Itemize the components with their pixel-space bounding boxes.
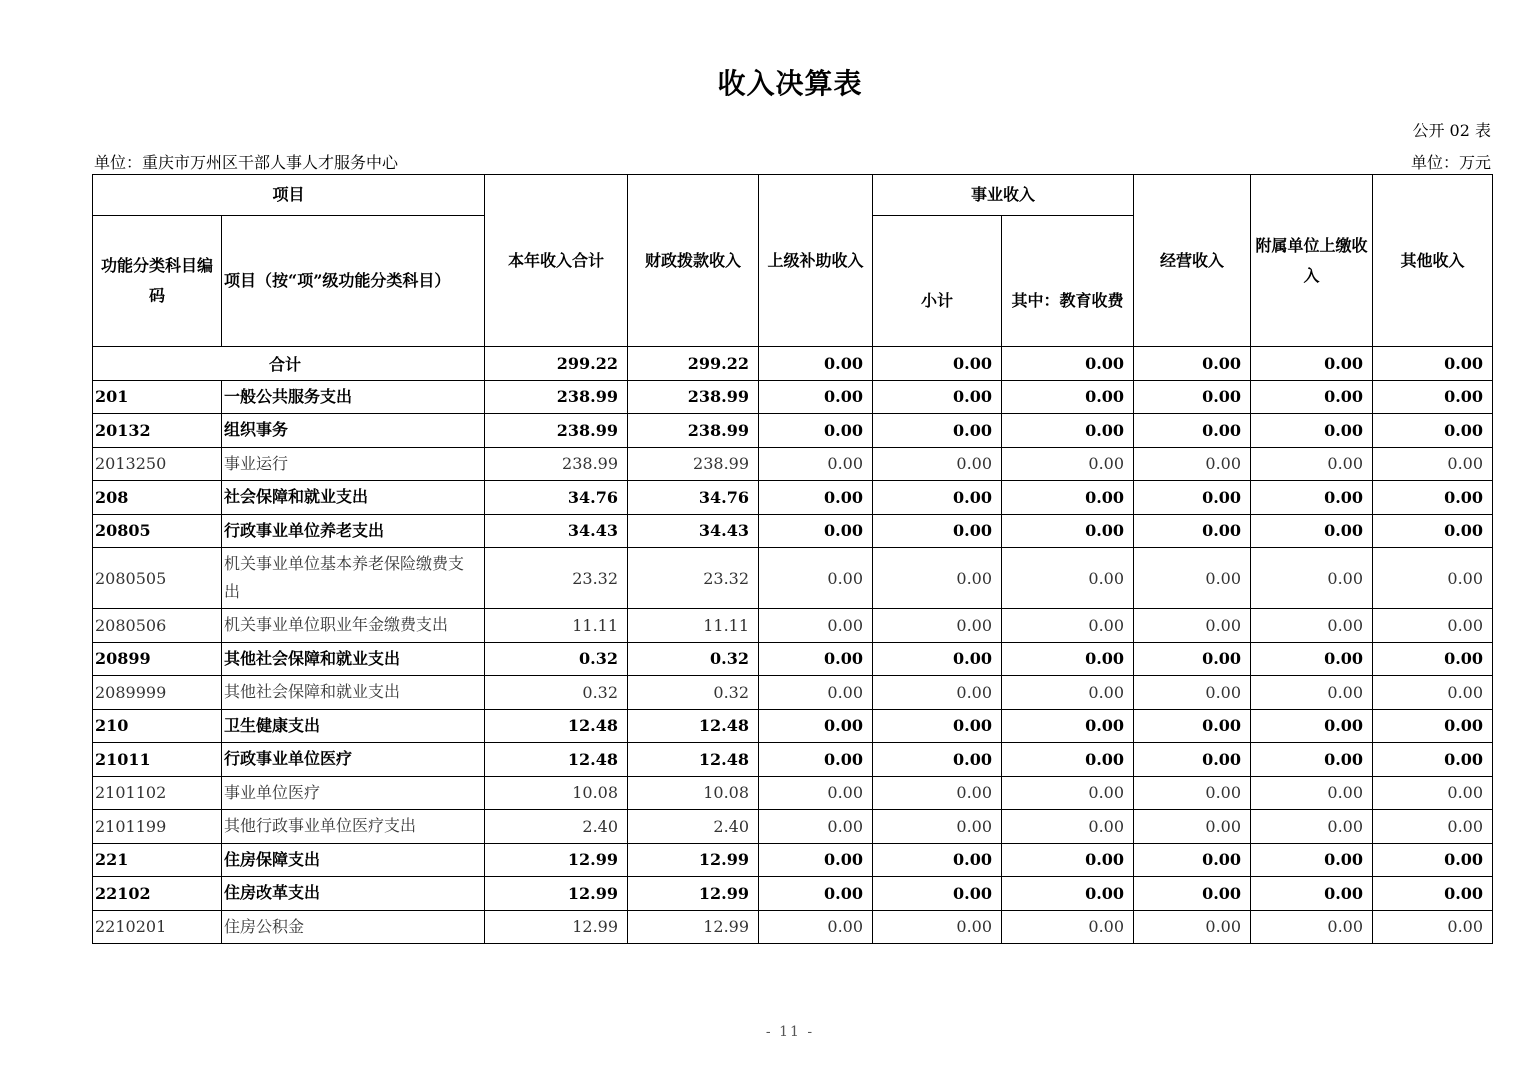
- row-code: 201: [93, 380, 222, 414]
- row-value: 0.32: [485, 642, 628, 676]
- row-name: 事业单位医疗: [222, 776, 485, 810]
- row-value: 11.11: [628, 609, 759, 643]
- row-value: 0.00: [1002, 743, 1134, 777]
- row-value: 0.00: [759, 514, 873, 548]
- row-value: 34.43: [485, 514, 628, 548]
- row-value: 0.00: [1134, 414, 1251, 448]
- row-value: 0.00: [1002, 709, 1134, 743]
- row-value: 0.00: [1373, 709, 1493, 743]
- row-value: 0.32: [628, 642, 759, 676]
- row-code: 2080505: [93, 548, 222, 609]
- row-value: 12.99: [485, 843, 628, 877]
- table-row: [93, 481, 1493, 515]
- total-cell: 299.22: [628, 347, 759, 381]
- header-superior: 上级补助收入: [759, 175, 873, 347]
- row-value: 0.00: [1002, 843, 1134, 877]
- row-value: 23.32: [485, 548, 628, 609]
- row-value: 0.00: [1373, 642, 1493, 676]
- row-name: 机关事业单位基本养老保险缴费支出: [222, 548, 485, 609]
- row-value: 0.00: [759, 609, 873, 643]
- header-subtotal: 小计: [873, 216, 1002, 347]
- row-value: 0.00: [873, 877, 1002, 911]
- row-value: 0.00: [759, 447, 873, 481]
- row-value: 0.00: [1373, 910, 1493, 944]
- income-report-table: [92, 174, 1493, 944]
- table-row: [93, 447, 1493, 481]
- total-cell: 299.22: [485, 347, 628, 381]
- row-value: 12.48: [485, 709, 628, 743]
- row-value: 0.00: [1373, 380, 1493, 414]
- row-code: 221: [93, 843, 222, 877]
- row-value: 0.00: [1373, 447, 1493, 481]
- row-code: 20805: [93, 514, 222, 548]
- row-value: 0.00: [1002, 642, 1134, 676]
- row-value: 0.00: [1134, 709, 1251, 743]
- page-number: - 11 -: [765, 1024, 815, 1040]
- row-value: 0.00: [873, 414, 1002, 448]
- row-value: 0.00: [873, 514, 1002, 548]
- row-value: 0.00: [873, 843, 1002, 877]
- row-name: 社会保障和就业支出: [222, 481, 485, 515]
- row-value: 0.00: [759, 776, 873, 810]
- row-value: 238.99: [628, 380, 759, 414]
- total-row: [93, 347, 1493, 381]
- row-value: 0.00: [1134, 877, 1251, 911]
- row-value: 0.00: [1373, 609, 1493, 643]
- row-value: 0.00: [873, 676, 1002, 710]
- row-value: 12.99: [628, 910, 759, 944]
- page-title: 收入决算表: [717, 67, 863, 100]
- row-value: 12.48: [628, 709, 759, 743]
- row-name: 卫生健康支出: [222, 709, 485, 743]
- row-value: 0.00: [1134, 514, 1251, 548]
- row-value: 0.00: [1373, 514, 1493, 548]
- row-name: 机关事业单位职业年金缴费支出: [222, 609, 485, 643]
- row-value: 0.00: [759, 676, 873, 710]
- row-value: 0.00: [1251, 380, 1373, 414]
- row-value: 0.00: [1373, 481, 1493, 515]
- row-code: 2101199: [93, 810, 222, 844]
- row-value: 0.00: [1373, 843, 1493, 877]
- row-value: 0.00: [1134, 810, 1251, 844]
- row-name: 其他社会保障和就业支出: [222, 676, 485, 710]
- table-row: [93, 743, 1493, 777]
- row-name: 住房改革支出: [222, 877, 485, 911]
- row-code: 20899: [93, 642, 222, 676]
- row-value: 0.00: [759, 481, 873, 515]
- row-code: 20132: [93, 414, 222, 448]
- header-education: 其中：教育收费: [1002, 216, 1134, 347]
- total-cell: 0.00: [1002, 347, 1134, 381]
- row-value: 0.00: [1002, 910, 1134, 944]
- table-row: [93, 514, 1493, 548]
- row-value: 0.00: [1251, 481, 1373, 515]
- total-cell: 0.00: [1373, 347, 1493, 381]
- row-value: 0.00: [873, 380, 1002, 414]
- row-value: 0.00: [1134, 642, 1251, 676]
- row-value: 12.48: [485, 743, 628, 777]
- table-row: [93, 910, 1493, 944]
- row-value: 0.00: [873, 447, 1002, 481]
- row-code: 2013250: [93, 447, 222, 481]
- row-value: 0.00: [873, 548, 1002, 609]
- table-row: [93, 414, 1493, 448]
- header-project: 项目: [93, 175, 485, 216]
- table-row: [93, 642, 1493, 676]
- row-value: 0.00: [1002, 481, 1134, 515]
- row-value: 0.00: [1134, 548, 1251, 609]
- row-value: 0.00: [1002, 414, 1134, 448]
- row-value: 0.00: [1251, 810, 1373, 844]
- row-name: 行政事业单位医疗: [222, 743, 485, 777]
- row-value: 0.00: [759, 877, 873, 911]
- row-name: 其他行政事业单位医疗支出: [222, 810, 485, 844]
- row-value: 0.00: [1134, 743, 1251, 777]
- total-cell: 0.00: [873, 347, 1002, 381]
- row-value: 0.00: [1134, 776, 1251, 810]
- row-code: 2089999: [93, 676, 222, 710]
- row-value: 12.99: [485, 910, 628, 944]
- row-value: 0.00: [1251, 548, 1373, 609]
- row-name: 其他社会保障和就业支出: [222, 642, 485, 676]
- row-value: 0.00: [1002, 609, 1134, 643]
- row-value: 0.32: [485, 676, 628, 710]
- total-cell: 0.00: [1251, 347, 1373, 381]
- row-code: 21011: [93, 743, 222, 777]
- row-value: 238.99: [628, 414, 759, 448]
- header-total-income: 本年收入合计: [485, 175, 628, 347]
- row-value: 0.00: [873, 743, 1002, 777]
- row-value: 0.00: [873, 709, 1002, 743]
- unit-currency: 单位：万元: [1410, 153, 1491, 172]
- row-value: 0.00: [1251, 877, 1373, 911]
- row-value: 238.99: [485, 414, 628, 448]
- row-value: 0.00: [1002, 810, 1134, 844]
- table-row: [93, 380, 1493, 414]
- row-code: 2101102: [93, 776, 222, 810]
- header-business: 事业收入: [873, 175, 1134, 216]
- row-value: 0.00: [1373, 743, 1493, 777]
- row-value: 0.00: [1373, 548, 1493, 609]
- row-code: 2210201: [93, 910, 222, 944]
- row-value: 34.76: [485, 481, 628, 515]
- row-value: 0.00: [759, 380, 873, 414]
- row-value: 0.00: [759, 843, 873, 877]
- row-name: 行政事业单位养老支出: [222, 514, 485, 548]
- header-operating: 经营收入: [1134, 175, 1251, 347]
- row-value: 2.40: [485, 810, 628, 844]
- header-code: 功能分类科目编码: [93, 216, 222, 347]
- row-value: 10.08: [628, 776, 759, 810]
- row-value: 0.00: [1002, 877, 1134, 911]
- table-row: [93, 548, 1493, 609]
- row-value: 0.00: [873, 810, 1002, 844]
- row-value: 0.00: [1251, 910, 1373, 944]
- row-value: 0.00: [1373, 676, 1493, 710]
- row-value: 238.99: [485, 380, 628, 414]
- row-value: 0.00: [1251, 843, 1373, 877]
- row-value: 0.00: [759, 414, 873, 448]
- table-row: [93, 776, 1493, 810]
- form-number: 公开 02 表: [1412, 121, 1491, 140]
- row-name: 组织事务: [222, 414, 485, 448]
- total-cell: 0.00: [1134, 347, 1251, 381]
- row-value: 0.00: [1134, 380, 1251, 414]
- row-code: 22102: [93, 877, 222, 911]
- row-value: 34.76: [628, 481, 759, 515]
- header-fiscal: 财政拨款收入: [628, 175, 759, 347]
- total-label: 合计: [93, 347, 485, 381]
- unit-organization: 单位：重庆市万州区干部人事人才服务中心: [94, 153, 399, 172]
- row-value: 2.40: [628, 810, 759, 844]
- row-value: 0.00: [1251, 743, 1373, 777]
- row-value: 0.00: [873, 481, 1002, 515]
- row-value: 0.00: [1251, 447, 1373, 481]
- row-value: 0.00: [1251, 709, 1373, 743]
- row-code: 208: [93, 481, 222, 515]
- header-other: 其他收入: [1373, 175, 1493, 347]
- table-row: [93, 810, 1493, 844]
- row-value: 0.00: [1373, 810, 1493, 844]
- row-value: 12.99: [485, 877, 628, 911]
- row-code: 2080506: [93, 609, 222, 643]
- row-value: 10.08: [485, 776, 628, 810]
- row-value: 0.00: [873, 642, 1002, 676]
- row-value: 0.00: [759, 642, 873, 676]
- row-value: 0.00: [1134, 843, 1251, 877]
- row-value: 0.00: [1134, 447, 1251, 481]
- row-value: 12.99: [628, 843, 759, 877]
- row-value: 0.00: [1373, 776, 1493, 810]
- row-value: 0.00: [759, 810, 873, 844]
- row-value: 0.00: [1002, 776, 1134, 810]
- row-value: 0.00: [1134, 676, 1251, 710]
- row-value: 11.11: [485, 609, 628, 643]
- row-value: 0.00: [873, 910, 1002, 944]
- row-value: 0.00: [1134, 609, 1251, 643]
- row-value: 0.00: [1251, 776, 1373, 810]
- row-value: 0.00: [873, 776, 1002, 810]
- row-value: 0.00: [759, 910, 873, 944]
- row-value: 12.48: [628, 743, 759, 777]
- header-affiliated: 附属单位上缴收入: [1251, 175, 1373, 347]
- row-value: 0.00: [1251, 514, 1373, 548]
- row-value: 0.00: [1002, 548, 1134, 609]
- row-value: 0.00: [1251, 642, 1373, 676]
- row-name: 住房公积金: [222, 910, 485, 944]
- table-row: [93, 877, 1493, 911]
- row-name: 一般公共服务支出: [222, 380, 485, 414]
- table-row: [93, 609, 1493, 643]
- row-value: 0.00: [1002, 676, 1134, 710]
- row-value: 0.00: [1002, 380, 1134, 414]
- row-value: 0.00: [1134, 481, 1251, 515]
- row-value: 0.00: [759, 743, 873, 777]
- row-value: 0.00: [1251, 609, 1373, 643]
- row-value: 238.99: [485, 447, 628, 481]
- row-value: 0.00: [1251, 414, 1373, 448]
- row-value: 238.99: [628, 447, 759, 481]
- row-value: 12.99: [628, 877, 759, 911]
- row-value: 0.00: [759, 548, 873, 609]
- row-name: 事业运行: [222, 447, 485, 481]
- header-item: 项目（按“项”级功能分类科目）: [222, 216, 485, 347]
- total-cell: 0.00: [759, 347, 873, 381]
- table-row: [93, 843, 1493, 877]
- row-value: 0.00: [1373, 414, 1493, 448]
- row-value: 0.00: [759, 709, 873, 743]
- row-value: 34.43: [628, 514, 759, 548]
- row-value: 0.32: [628, 676, 759, 710]
- row-code: 210: [93, 709, 222, 743]
- table-row: [93, 709, 1493, 743]
- row-value: 0.00: [873, 609, 1002, 643]
- row-value: 0.00: [1373, 877, 1493, 911]
- row-value: 0.00: [1002, 447, 1134, 481]
- row-name: 住房保障支出: [222, 843, 485, 877]
- row-value: 0.00: [1134, 910, 1251, 944]
- row-value: 0.00: [1002, 514, 1134, 548]
- row-value: 0.00: [1251, 676, 1373, 710]
- row-value: 23.32: [628, 548, 759, 609]
- table-row: [93, 676, 1493, 710]
